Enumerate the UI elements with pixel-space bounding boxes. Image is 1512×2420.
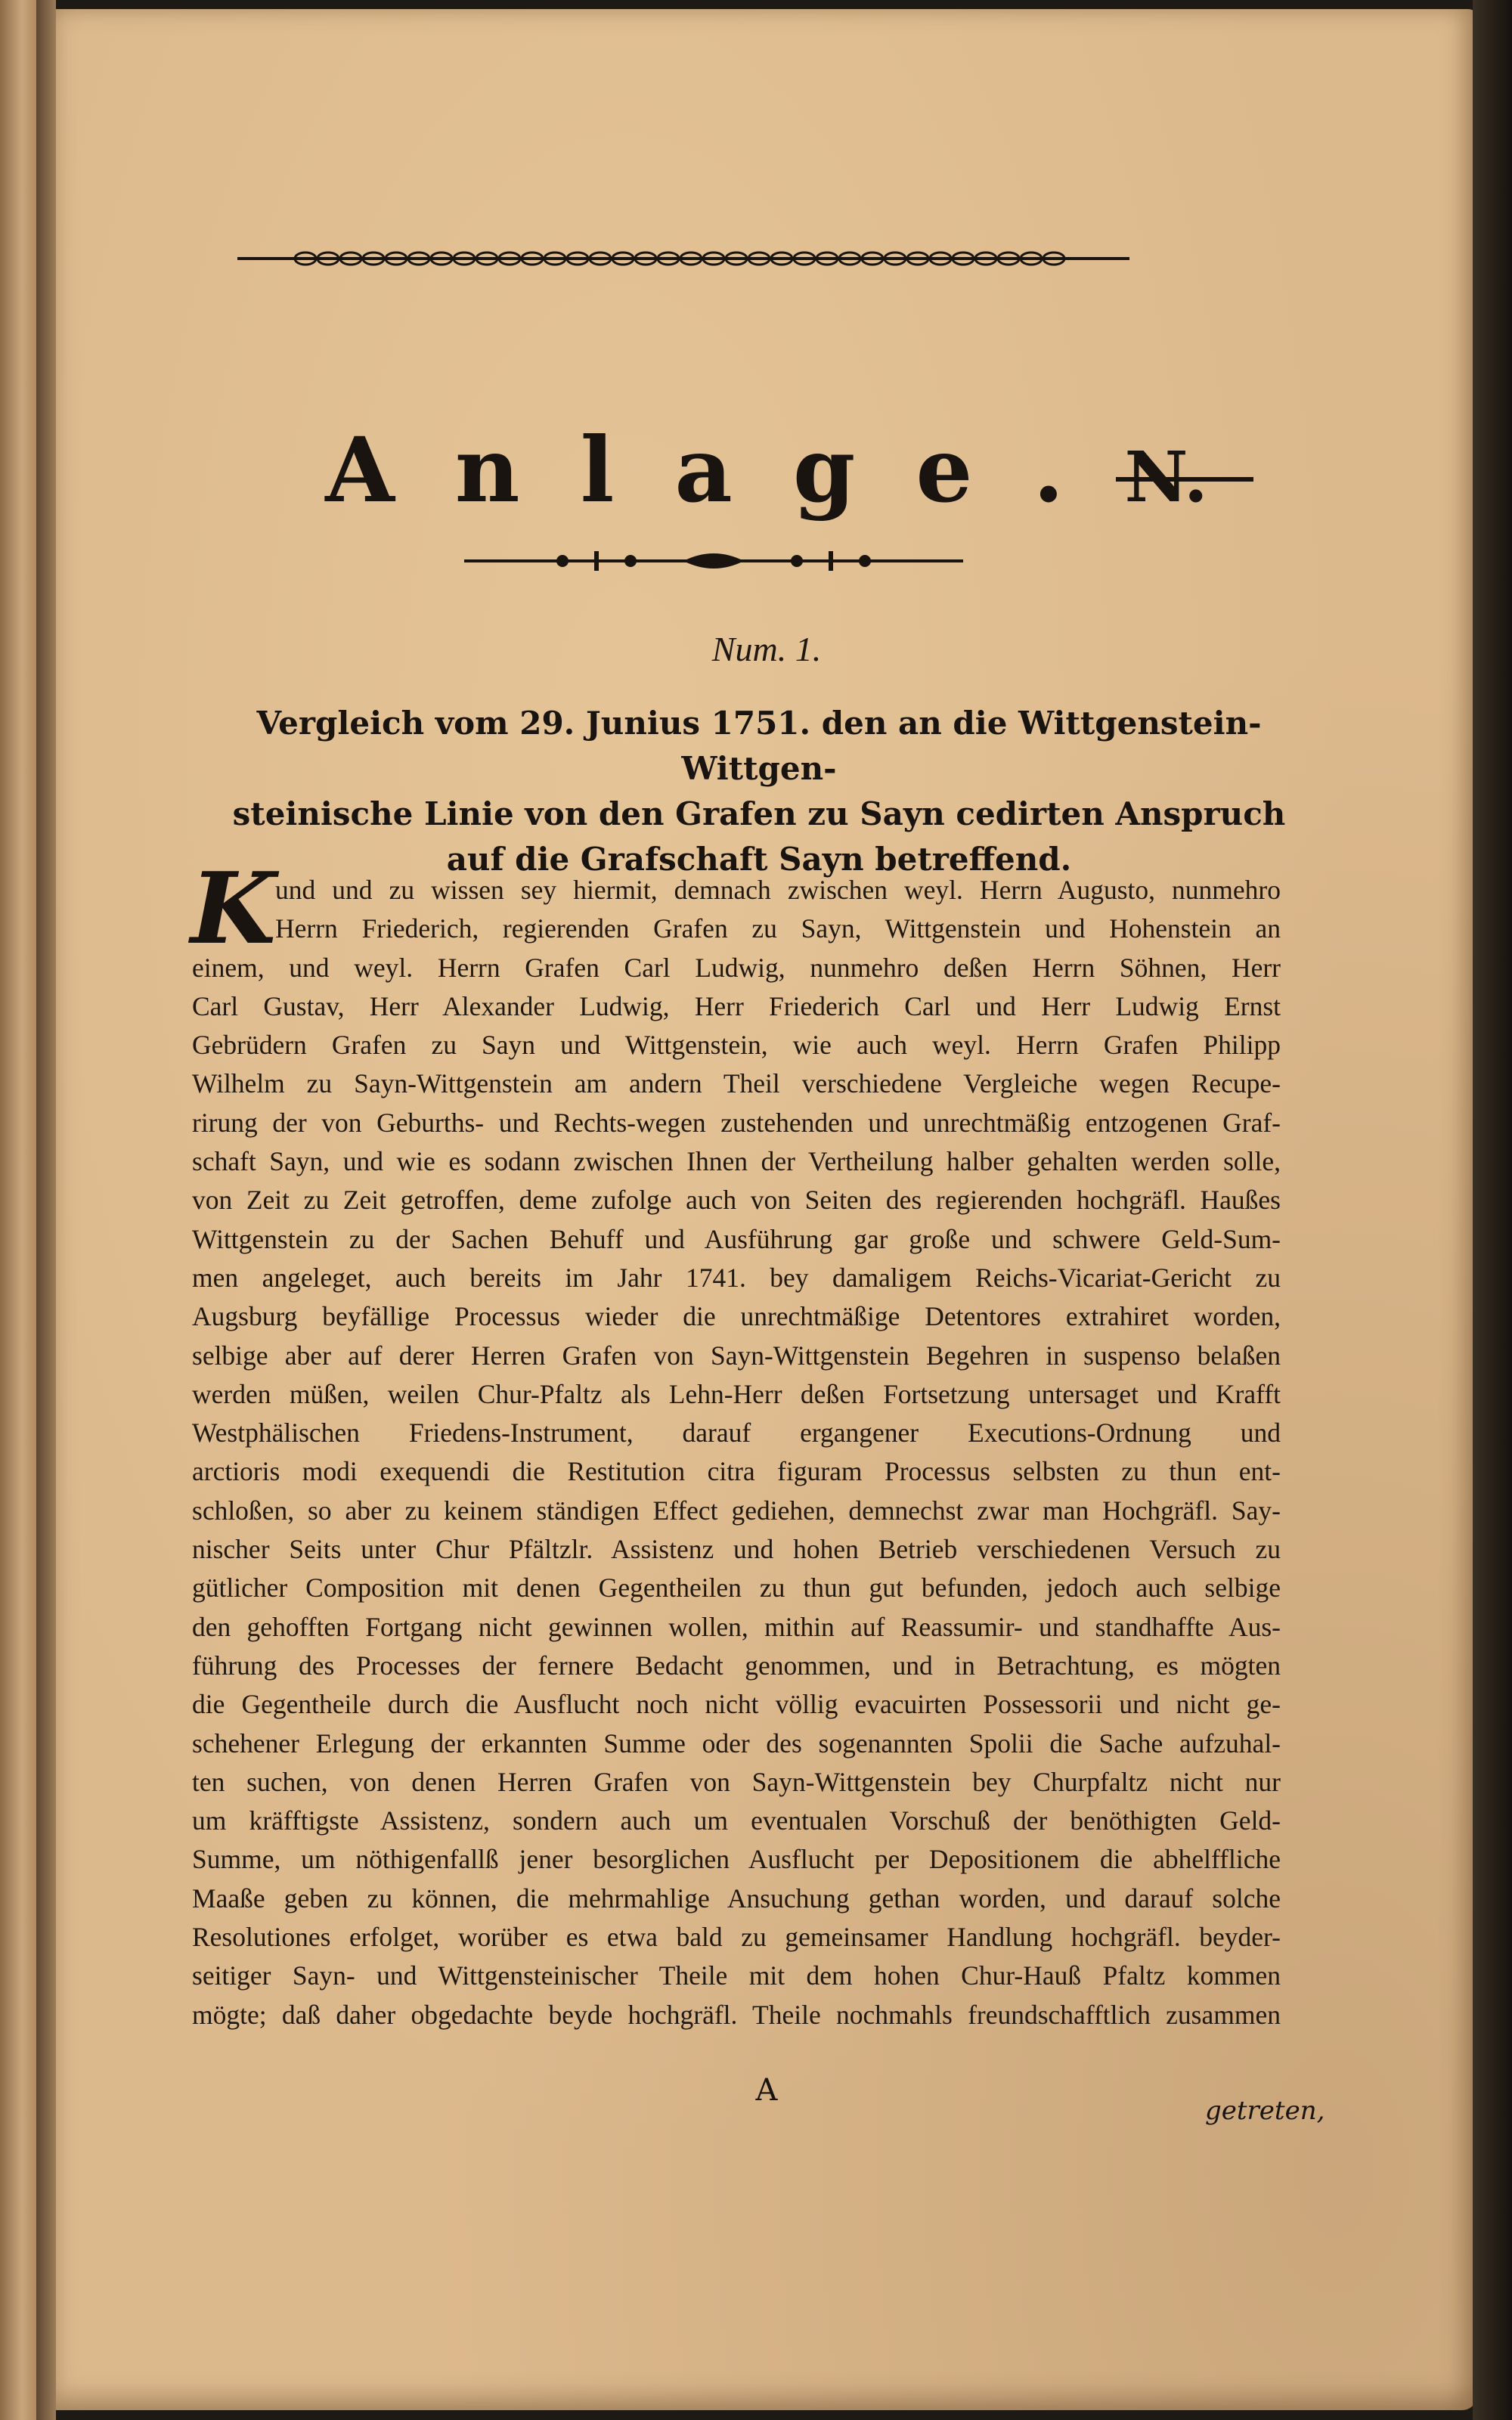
body-line: den gehofften Fortgang nicht gewinnen wollen, mithin auf Reassumir- und standhaffte Aus-	[192, 1611, 1281, 1642]
body-line: Westphälischen Friedens-Instrument, darauf ergangener Executions-Ordnung und	[192, 1418, 1281, 1449]
body-line: führung des Processes der fernere Bedacht genommen, und in Betrachtung, es mögten	[192, 1650, 1281, 1681]
body-line: Resolutiones erfolget, worüber es etwa bald zu gemeinsamer Handlung hochgräfl. beyder-	[192, 1922, 1281, 1953]
heading-ornament	[457, 542, 971, 580]
body-line: einem, und weyl. Herrn Grafen Carl Ludwig, nunmehro deßen Herrn Söhnen, Herr	[192, 952, 1281, 983]
previous-page-edge	[0, 0, 36, 2420]
drop-capital: K	[191, 851, 276, 966]
body-line: Maaße geben zu können, die mehrmahlige Ansuchung gethan worden, und darauf solche	[192, 1882, 1281, 1913]
binding-gutter	[36, 0, 56, 2420]
number-label: Num. 1.	[711, 630, 822, 668]
body-line: Herrn Friederich, regierenden Grafen zu Sayn, Wittgenstein und Hohenstein an	[275, 913, 1281, 944]
document-title	[192, 701, 1326, 882]
body-line: um kräfftigste Assistenz, sondern auch um eventualen Vorschuß der benöthigten Geld-	[192, 1805, 1281, 1836]
document-page	[56, 9, 1477, 2410]
body-line: werden müßen, weilen Chur-Pfaltz als Lehn-Herr deßen Fortsetzung untersaget und Krafft	[192, 1378, 1281, 1409]
body-line: Gebrüdern Grafen zu Sayn und Wittgenstein, wie auch weyl. Herrn Grafen Philipp	[192, 1030, 1281, 1061]
heading	[56, 417, 1477, 522]
signature-mark: A	[755, 2073, 778, 2108]
body-line: seitiger Sayn- und Wittgensteinischer Theile mit dem hohen Chur-Hauß Pfaltz kommen	[192, 1960, 1281, 1991]
title-line: Vergleich vom 29. Junius 1751. den an die Wittgenstein-Wittgen-	[256, 705, 1262, 787]
body-line: men angeleget, auch bereits im Jahr 1741. bey damaligem Reichs-Vicariat-Gericht zu	[192, 1262, 1281, 1293]
title-line: steinische Linie von den Grafen zu Sayn cedirten Anspruch	[232, 795, 1286, 832]
struck-mark: N.	[1124, 436, 1208, 518]
body-line: schaft Sayn, und wie es sodann zwischen Ihnen der Vertheilung halber gehalten werden solle,	[192, 1146, 1281, 1177]
body-line: Summe, um nöthigenfallß jener besorglichen Ausflucht per Depositionem die abhelffliche	[192, 1844, 1281, 1875]
body-line: arctioris modi exequendi die Restitution citra figuram Processus selbsten zu thun ent-	[192, 1456, 1281, 1487]
heading-word: Anlage.	[325, 417, 1125, 522]
body-line: schloßen, so aber zu keinem ständigen Effect gediehen, demnechst zwar man Hochgräfl. Say-	[192, 1495, 1281, 1526]
body-line: selbige aber auf derer Herren Grafen von Sayn-Wittgenstein Begehren in suspenso belaßen	[192, 1340, 1281, 1371]
body-line: von Zeit zu Zeit getroffen, deme zufolge auch von Seiten des regierenden hochgräfl. Haußes	[192, 1185, 1281, 1216]
body-line: Augsburg beyfällige Processus wieder die unrechtmäßige Detentores extrahiret worden,	[192, 1301, 1281, 1332]
body-line: ten suchen, von denen Herren Grafen von Sayn-Wittgenstein bey Churpfaltz nicht nur	[192, 1766, 1281, 1797]
body-line: rirung der von Geburths- und Rechts-wegen zustehenden und unrechtmäßig entzogenen Graf-	[192, 1107, 1281, 1138]
title-line: auf die Grafschaft Sayn betreffend.	[446, 841, 1072, 878]
body-line: Carl Gustav, Herr Alexander Ludwig, Herr Friederich Carl und Herr Ludwig Ernst	[192, 990, 1281, 1021]
body-line: mögte; daß daher obgedachte beyde hochgräfl. Theile nochmahls freundschafftlich zusammen	[192, 1999, 1281, 2030]
right-edge-shadow	[1473, 0, 1512, 2420]
body-text	[192, 871, 1281, 2034]
body-line: und und zu wissen sey hiermit, demnach zwischen weyl. Herrn Augusto, nunmehro	[275, 875, 1281, 905]
catchword: getreten,	[1205, 2096, 1325, 2126]
top-ornament-rule	[230, 236, 1137, 281]
body-line: nischer Seits unter Chur Pfältzlr. Assistenz und hohen Betrieb verschiedenen Versuch zu	[192, 1534, 1281, 1565]
body-line: Wittgenstein zu der Sachen Behuff und Ausführung gar große und schwere Geld-Sum-	[192, 1223, 1281, 1254]
body-line: Wilhelm zu Sayn-Wittgenstein am andern Theil verschiedene Vergleiche wegen Recupe-	[192, 1068, 1281, 1099]
body-line: gütlicher Composition mit denen Gegentheilen zu thun gut befunden, jedoch auch selbige	[192, 1573, 1281, 1604]
body-line: die Gegentheile durch die Ausflucht noch nicht völlig evacuirten Possessorii und nicht ge-	[192, 1689, 1281, 1720]
body-line: schehener Erlegung der erkannten Summe oder des sogenannten Spolii die Sache aufzuhal-	[192, 1727, 1281, 1758]
